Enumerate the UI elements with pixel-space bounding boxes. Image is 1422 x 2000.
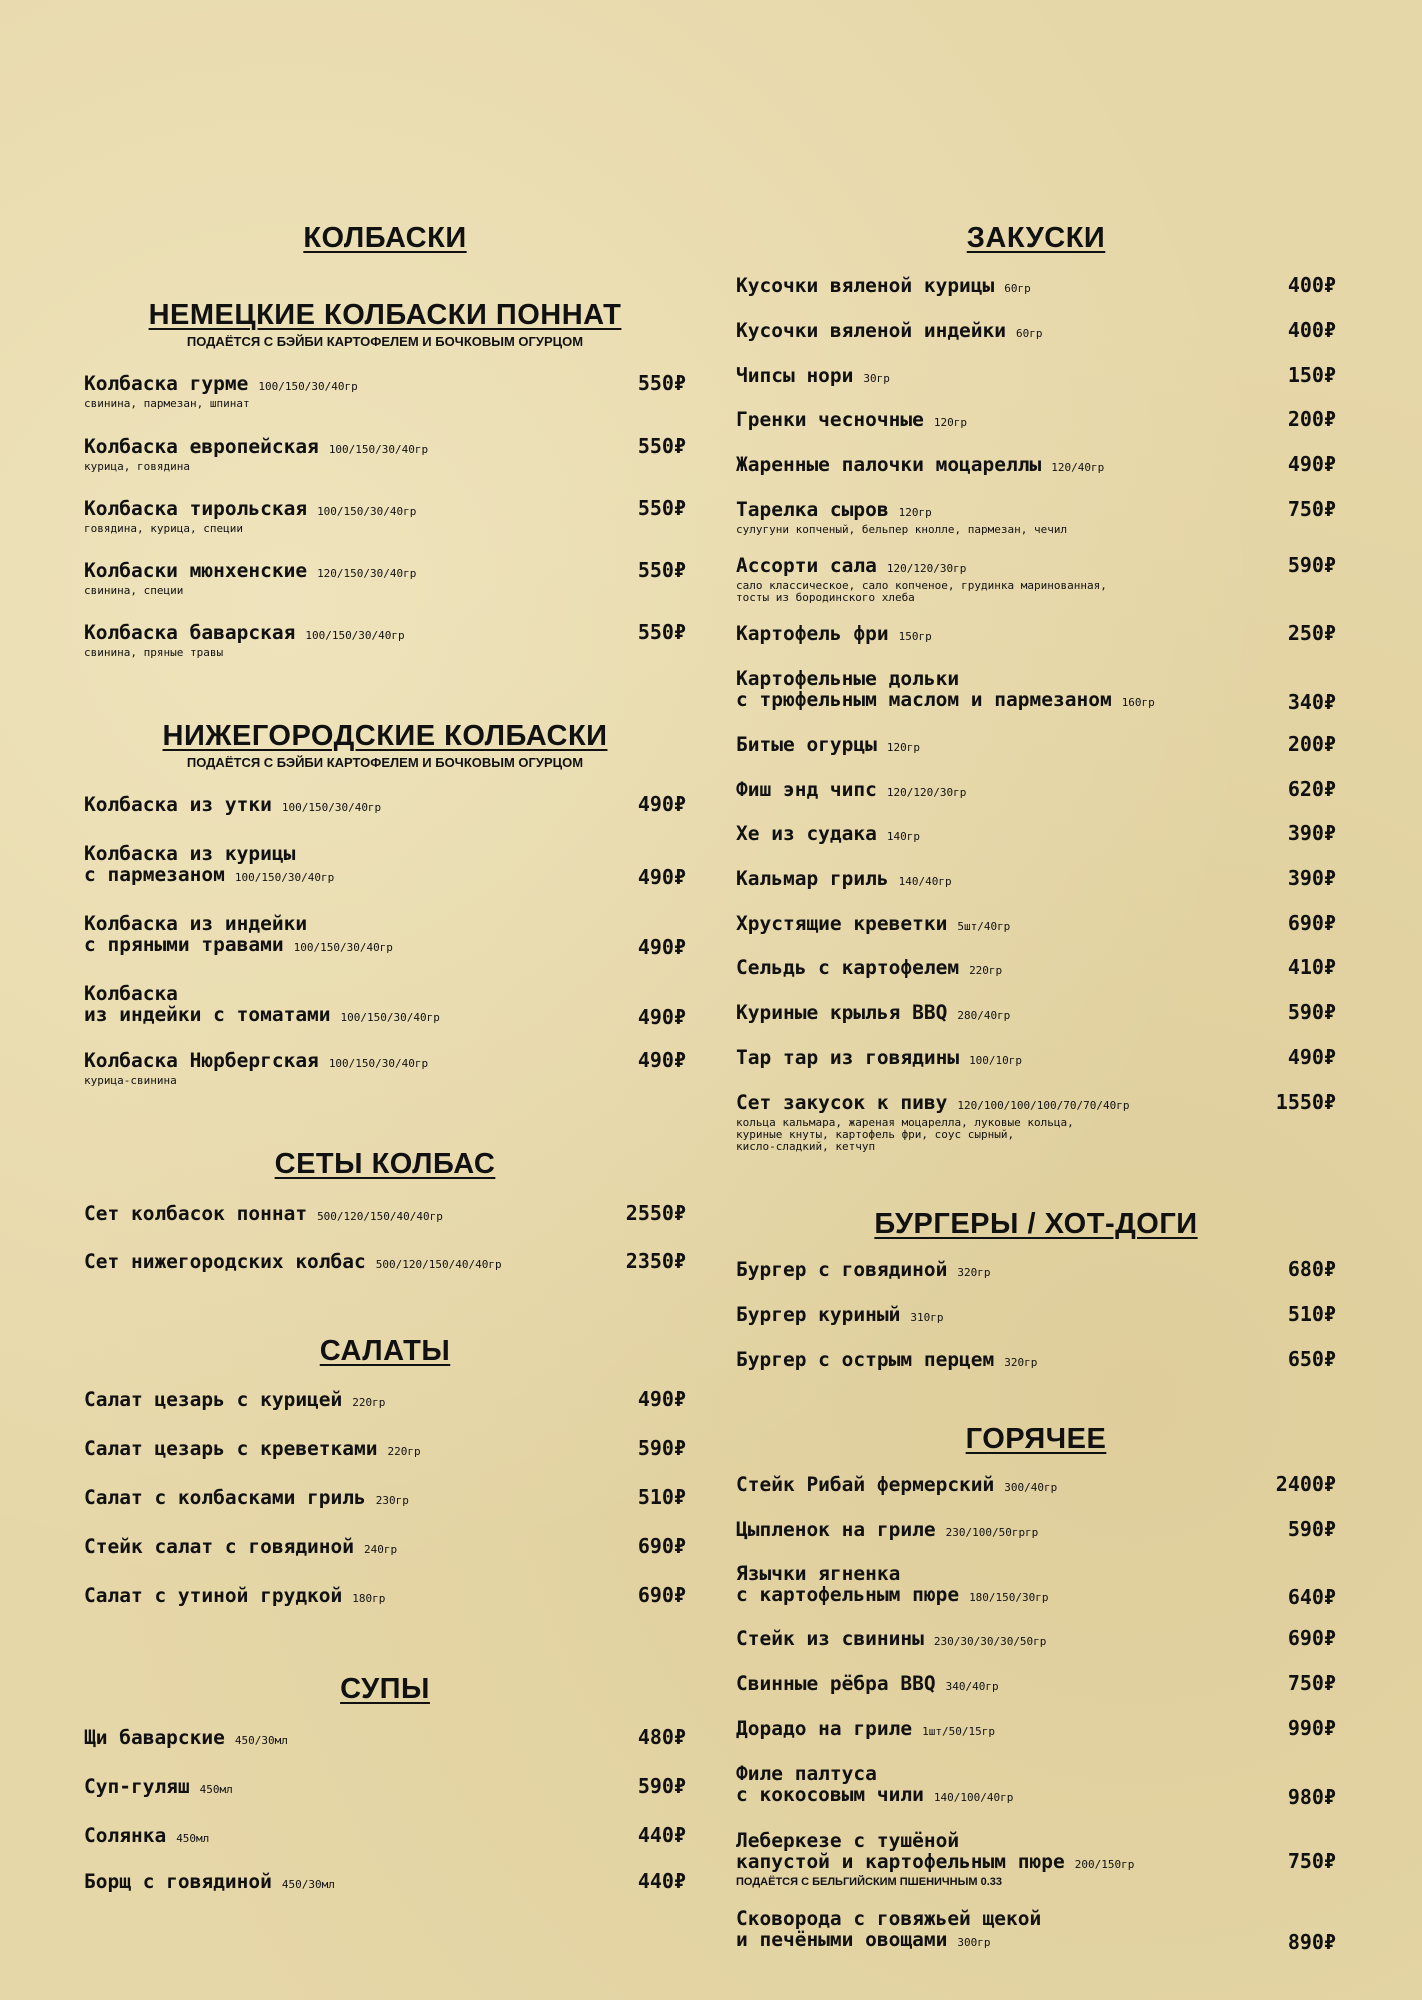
- menu-item: [736, 320, 1336, 344]
- item-price: 400₽: [1287, 273, 1336, 297]
- menu-item: [736, 823, 1336, 847]
- menu-item: [736, 1563, 1336, 1608]
- menu-item: [84, 1050, 686, 1086]
- item-weight: 200/150гр: [1074, 1858, 1135, 1871]
- item-weight: 100/10гр: [969, 1054, 1023, 1067]
- menu-item: [736, 913, 1336, 937]
- item-name: и печёными овощами: [736, 1928, 948, 1951]
- item-price: 990₽: [1287, 1716, 1336, 1740]
- item-price: 490₽: [637, 1387, 686, 1411]
- menu-item: [84, 373, 686, 409]
- item-name: Салат с утиной грудкой: [84, 1584, 343, 1607]
- item-name-line1: Картофельные дольки: [736, 667, 960, 690]
- item-weight: 100/150/30/40гр: [305, 629, 405, 642]
- menu-item: [736, 779, 1336, 803]
- item-name-line1: Колбаска: [84, 982, 178, 1005]
- item-name-line1: Язычки ягненка: [736, 1562, 901, 1585]
- section-title-burgery: БУРГЕРЫ / ХОТ-ДОГИ: [874, 1208, 1198, 1240]
- section-title-salaty: САЛАТЫ: [319, 1335, 451, 1367]
- menu-item: [736, 1908, 1336, 1953]
- menu-item: [736, 1047, 1336, 1071]
- item-name: Тар тар из говядины: [736, 1046, 960, 1069]
- item-weight: 240гр: [364, 1543, 398, 1556]
- item-name-line1: Колбаска из индейки: [84, 912, 308, 935]
- item-weight: 450мл: [199, 1783, 233, 1796]
- item-weight: 120/40гр: [1051, 461, 1105, 474]
- item-weight: 500/120/150/40/40гр: [375, 1258, 502, 1271]
- item-weight: 450/30мл: [281, 1878, 335, 1891]
- item-desc: свинина, пряные травы: [84, 646, 224, 659]
- item-price: 650₽: [1287, 1347, 1336, 1371]
- item-name: Стейк Рибай фермерский: [736, 1473, 995, 1496]
- menu-item: [736, 1628, 1336, 1652]
- menu-item: [736, 1349, 1336, 1373]
- item-name: Салат цезарь с креветками: [84, 1437, 378, 1460]
- item-name: Колбаски мюнхенские: [84, 559, 308, 582]
- section-title-nizhegorod: НИЖЕГОРОДСКИЕ КОЛБАСКИ: [162, 720, 608, 752]
- item-name: Бургер куриный: [736, 1303, 901, 1326]
- item-name: Салат цезарь с курицей: [84, 1388, 343, 1411]
- item-price: 490₽: [1287, 452, 1336, 476]
- menu-item: [736, 1002, 1336, 1026]
- item-desc: кисло-сладкий, кетчуп: [736, 1140, 876, 1153]
- item-price: 2400₽: [1275, 1472, 1336, 1496]
- item-name: Кусочки вяленой курицы: [736, 274, 995, 297]
- menu-item: [736, 409, 1336, 433]
- item-price: 550₽: [637, 496, 686, 520]
- item-name: Сет колбасок поннат: [84, 1202, 308, 1225]
- section-salaty: [84, 1335, 686, 1609]
- item-price: 550₽: [637, 434, 686, 458]
- item-price: 2550₽: [625, 1201, 686, 1225]
- item-weight: 100/150/30/40гр: [234, 871, 335, 884]
- item-name-line1: Филе палтуса: [736, 1762, 877, 1785]
- item-weight: 180/150/30гр: [969, 1591, 1049, 1604]
- menu-item: [84, 436, 686, 472]
- item-name: Бургер с говядиной: [736, 1258, 948, 1281]
- menu-item: [84, 1727, 686, 1751]
- item-desc: куриные кнуты, картофель фри, соус сырный,: [736, 1128, 1015, 1141]
- item-name: Щи баварские: [84, 1726, 225, 1749]
- item-price: 440₽: [637, 1869, 686, 1893]
- item-price: 510₽: [637, 1485, 686, 1509]
- menu-item: [736, 868, 1336, 892]
- item-price: 690₽: [1287, 1626, 1336, 1650]
- item-name: Дорадо на гриле: [736, 1717, 913, 1740]
- section-title-kolbaski: КОЛБАСКИ: [303, 222, 467, 254]
- item-name: Цыпленок на гриле: [736, 1518, 936, 1541]
- item-price: 640₽: [1287, 1585, 1336, 1609]
- item-name: Куриные крылья BBQ: [736, 1001, 948, 1024]
- menu-item: [84, 1871, 686, 1895]
- item-weight: 100/150/30/40гр: [340, 1011, 440, 1024]
- item-weight: 500/120/150/40/40гр: [317, 1210, 443, 1223]
- item-price: 1550₽: [1275, 1090, 1336, 1114]
- item-price: 400₽: [1287, 318, 1336, 342]
- item-weight: 230/30/30/30/50гр: [933, 1635, 1047, 1648]
- item-note: ПОДАЁТСЯ С БЕЛЬГИЙСКИМ ПШЕНИЧНЫМ 0.33: [736, 1876, 1002, 1888]
- item-weight: 450мл: [176, 1832, 210, 1845]
- item-weight: 100/150/30/40гр: [293, 941, 393, 954]
- right-column: [736, 222, 1336, 1953]
- section-subtitle: ПОДАЁТСЯ С БЭЙБИ КАРТОФЕЛЕМ И БОЧКОВЫМ ОГУРЦОМ: [186, 755, 584, 770]
- item-name: Тарелка сыров: [736, 498, 889, 521]
- item-desc: кольца кальмара, жареная моцарелла, луковые кольца,: [736, 1116, 1074, 1129]
- menu-item: [736, 1673, 1336, 1697]
- item-weight: 160гр: [1121, 696, 1155, 709]
- item-weight: 230/100/50гргр: [945, 1526, 1039, 1539]
- item-weight: 220гр: [969, 964, 1003, 977]
- item-name: Хрустящие креветки: [736, 912, 948, 935]
- item-weight: 220гр: [387, 1445, 421, 1458]
- menu-item: [736, 623, 1336, 647]
- item-name: Колбаска тирольская: [84, 497, 308, 520]
- section-title-supy: СУПЫ: [340, 1673, 430, 1705]
- item-name: с картофельным пюре: [736, 1583, 960, 1606]
- item-price: 750₽: [1287, 1671, 1336, 1695]
- menu-item: [84, 1776, 686, 1800]
- item-price: 590₽: [637, 1436, 686, 1460]
- section-title-goryachee: ГОРЯЧЕЕ: [965, 1423, 1107, 1455]
- item-desc: свинина, пармезан, шпинат: [84, 397, 250, 410]
- item-weight: 140/100/40гр: [933, 1791, 1014, 1804]
- menu-item: [84, 1585, 686, 1609]
- item-price: 490₽: [637, 792, 686, 816]
- menu-item: [736, 1092, 1336, 1152]
- item-price: 200₽: [1287, 732, 1336, 756]
- menu-item: [736, 668, 1336, 713]
- item-price: 590₽: [1287, 1000, 1336, 1024]
- item-weight: 320гр: [957, 1266, 991, 1279]
- item-weight: 120гр: [933, 416, 967, 429]
- menu-item: [736, 734, 1336, 758]
- item-price: 680₽: [1287, 1257, 1336, 1281]
- menu-item: [736, 1474, 1336, 1498]
- item-weight: 120гр: [898, 506, 932, 519]
- item-weight: 1шт/50/15гр: [922, 1725, 995, 1738]
- item-name: Борщ с говядиной: [84, 1870, 272, 1893]
- item-name: Картофель фри: [736, 622, 889, 645]
- item-desc: говядина, курица, специи: [84, 522, 243, 535]
- item-name: Салат с колбасками гриль: [84, 1486, 366, 1509]
- item-name: Кусочки вяленой индейки: [736, 319, 1007, 342]
- item-price: 390₽: [1287, 866, 1336, 890]
- item-price: 590₽: [1287, 1517, 1336, 1541]
- menu-item: [84, 1389, 686, 1413]
- menu-item: [84, 1825, 686, 1849]
- item-weight: 120/120/30гр: [886, 562, 967, 575]
- item-price: 440₽: [637, 1823, 686, 1847]
- item-price: 550₽: [637, 620, 686, 644]
- item-name: Стейк из свинины: [736, 1627, 924, 1650]
- item-name: Стейк салат с говядиной: [84, 1535, 355, 1558]
- item-weight: 220гр: [352, 1396, 386, 1409]
- item-price: 410₽: [1287, 955, 1336, 979]
- item-price: 250₽: [1287, 621, 1336, 645]
- item-price: 2350₽: [625, 1249, 686, 1273]
- item-weight: 450/30мл: [234, 1734, 288, 1747]
- item-weight: 120/120/30гр: [886, 786, 967, 799]
- item-desc: тосты из бородинского хлеба: [736, 591, 915, 604]
- item-name: Колбаска баварская: [84, 621, 296, 644]
- item-weight: 120гр: [886, 741, 921, 754]
- item-price: 550₽: [637, 558, 686, 582]
- item-weight: 120/100/100/100/70/70/40гр: [957, 1099, 1130, 1112]
- item-weight: 180гр: [352, 1592, 386, 1605]
- section-title-nemeckie: НЕМЕЦКИЕ КОЛБАСКИ ПОННАТ: [148, 299, 622, 331]
- item-price: 690₽: [1287, 911, 1336, 935]
- item-price: 150₽: [1287, 363, 1336, 387]
- item-weight: 140/40гр: [898, 875, 952, 888]
- item-name: с пряными травами: [84, 933, 284, 956]
- menu-item: [84, 1536, 686, 1560]
- item-price: 590₽: [637, 1774, 686, 1798]
- item-desc: сало классическое, сало копченое, грудинка маринованная,: [736, 579, 1107, 592]
- item-name: с трюфельным маслом и пармезаном: [736, 688, 1112, 711]
- menu-item: [736, 555, 1336, 603]
- item-price: 620₽: [1287, 777, 1336, 801]
- item-weight: 300/40гр: [1004, 1481, 1058, 1494]
- item-name: Солянка: [84, 1824, 167, 1847]
- section-nemeckie: [84, 299, 686, 658]
- item-desc: свинина, специи: [84, 584, 184, 597]
- item-name: Ассорти сала: [736, 554, 877, 577]
- section-sety: [84, 1148, 686, 1275]
- menu-item: [84, 913, 686, 958]
- item-weight: 120/150/30/40гр: [317, 567, 417, 580]
- menu-item: [736, 1304, 1336, 1328]
- menu-item: [84, 1487, 686, 1511]
- left-column: [84, 222, 686, 1895]
- item-name: Колбаска гурме: [84, 372, 249, 395]
- menu-item: [736, 957, 1336, 981]
- item-price: 340₽: [1287, 690, 1336, 714]
- menu-item: [84, 983, 686, 1028]
- item-name: Бургер с острым перцем: [736, 1348, 995, 1371]
- menu-item: [736, 275, 1336, 299]
- item-price: 490₽: [637, 865, 686, 889]
- item-name: Сельдь с картофелем: [736, 956, 960, 979]
- menu-item: [84, 1251, 686, 1275]
- section-title-zakuski: ЗАКУСКИ: [966, 222, 1106, 254]
- item-name: Сет закусок к пиву: [736, 1091, 948, 1114]
- item-name: Колбаска европейская: [84, 435, 319, 458]
- item-name: Фиш энд чипс: [736, 778, 877, 801]
- item-price: 690₽: [637, 1583, 686, 1607]
- item-name: Жаренные палочки моцареллы: [736, 453, 1042, 476]
- item-desc: курица, говядина: [84, 460, 190, 473]
- item-weight: 100/150/30/40гр: [258, 380, 358, 393]
- item-desc: курица-свинина: [84, 1074, 177, 1087]
- item-price: 750₽: [1287, 1849, 1336, 1873]
- item-price: 980₽: [1287, 1785, 1336, 1809]
- menu-item: [736, 1763, 1336, 1808]
- menu-item: [736, 1718, 1336, 1742]
- menu-item: [84, 560, 686, 596]
- item-price: 890₽: [1287, 1930, 1336, 1954]
- section-title-sety: СЕТЫ КОЛБАС: [274, 1148, 496, 1180]
- item-name: с пармезаном: [84, 863, 225, 886]
- item-price: 490₽: [637, 1005, 686, 1029]
- section-supy: [84, 1673, 686, 1895]
- menu-item: [736, 454, 1336, 478]
- item-name-line1: Колбаска из курицы: [84, 842, 296, 865]
- item-name: Суп-гуляш: [84, 1775, 190, 1798]
- section-burgery: [736, 1208, 1336, 1373]
- menu-item: [736, 499, 1336, 535]
- section-goryachee: [736, 1423, 1336, 1953]
- item-weight: 60гр: [1016, 327, 1043, 340]
- item-price: 390₽: [1287, 821, 1336, 845]
- item-price: 200₽: [1287, 407, 1336, 431]
- menu-item: [84, 1203, 686, 1227]
- item-weight: 300гр: [957, 1936, 991, 1949]
- item-weight: 150гр: [898, 630, 932, 643]
- section-subtitle: ПОДАЁТСЯ С БЭЙБИ КАРТОФЕЛЕМ И БОЧКОВЫМ ОГУРЦОМ: [186, 334, 584, 349]
- item-price: 750₽: [1287, 497, 1336, 521]
- item-name-line1: Сковорода с говяжьей щекой: [736, 1907, 1042, 1930]
- item-name: Колбаска Нюрбергская: [84, 1049, 319, 1072]
- item-price: 510₽: [1287, 1302, 1336, 1326]
- item-weight: 30гр: [863, 372, 890, 385]
- item-weight: 60гр: [1004, 282, 1031, 295]
- menu-item: [84, 498, 686, 534]
- item-name: Свинные рёбра BBQ: [736, 1672, 936, 1695]
- item-weight: 280/40гр: [957, 1009, 1011, 1022]
- item-weight: 100/150/30/40гр: [328, 443, 429, 456]
- menu-item: [84, 1438, 686, 1462]
- item-weight: 320гр: [1004, 1356, 1038, 1369]
- item-name: Битые огурцы: [736, 733, 877, 756]
- item-name: Хе из судака: [736, 822, 877, 845]
- menu-item: [84, 843, 686, 888]
- item-weight: 100/150/30/40гр: [328, 1057, 429, 1070]
- item-price: 590₽: [1287, 553, 1336, 577]
- item-price: 480₽: [637, 1725, 686, 1749]
- item-price: 490₽: [637, 1048, 686, 1072]
- item-name-line1: Леберкезе с тушёной: [736, 1829, 960, 1852]
- menu-item: [84, 622, 686, 658]
- item-name: капустой и картофельным пюре: [736, 1850, 1065, 1873]
- item-name: Кальмар гриль: [736, 867, 889, 890]
- section-nizhegorod: [84, 720, 686, 1086]
- item-weight: 310гр: [910, 1311, 944, 1324]
- item-price: 690₽: [637, 1534, 686, 1558]
- item-price: 490₽: [1287, 1045, 1336, 1069]
- item-name: из индейки с томатами: [84, 1003, 331, 1026]
- item-weight: 140гр: [886, 830, 921, 843]
- item-name: Чипсы нори: [736, 364, 854, 387]
- item-name: Колбаска из утки: [84, 793, 272, 816]
- item-desc: сулугуни копченый, бельпер кнолле, пармезан, чечил: [736, 523, 1068, 536]
- item-name: Гренки чесночные: [736, 408, 924, 431]
- item-price: 550₽: [637, 371, 686, 395]
- item-weight: 340/40гр: [945, 1680, 999, 1693]
- menu-item: [736, 1519, 1336, 1543]
- menu-item: [736, 1259, 1336, 1283]
- item-price: 490₽: [637, 935, 686, 959]
- item-name: с кокосовым чили: [736, 1783, 924, 1806]
- menu-item: [84, 794, 686, 818]
- menu-item: [736, 1830, 1336, 1888]
- item-name: Сет нижегородских колбас: [84, 1250, 366, 1273]
- menu-item: [736, 365, 1336, 389]
- section-zakuski: [736, 222, 1336, 1152]
- item-weight: 100/150/30/40гр: [317, 505, 417, 518]
- item-weight: 5шт/40гр: [957, 920, 1011, 933]
- item-weight: 230гр: [375, 1494, 409, 1507]
- item-weight: 100/150/30/40гр: [281, 801, 382, 814]
